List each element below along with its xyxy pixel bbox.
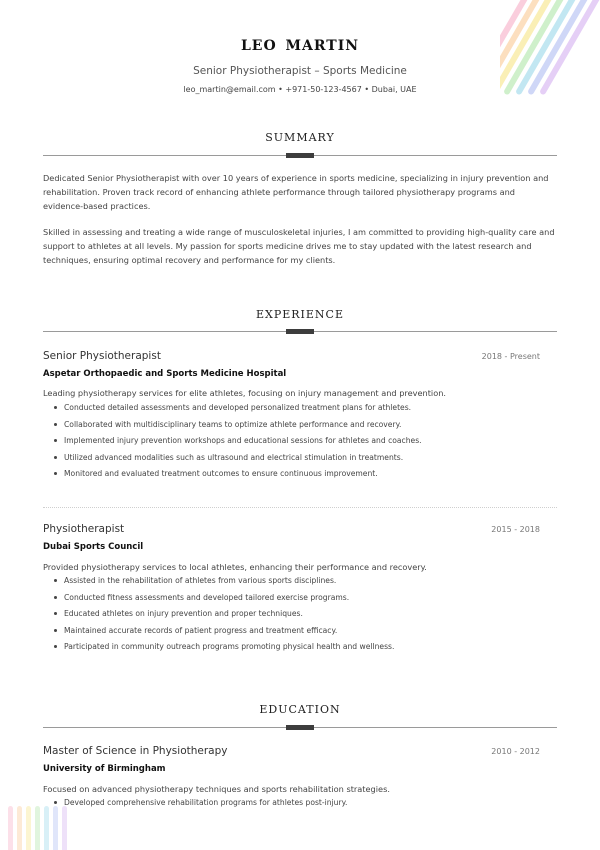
job-bullet: Collaborated with multidisciplinary teams to optimize athlete performance and recovery. bbox=[52, 419, 552, 436]
job-title: Senior Physiotherapist bbox=[43, 350, 161, 362]
contact-line: leo_martin@email.com • +971-50-123-4567 • Dubai, UAE bbox=[183, 85, 417, 94]
bar-cyan bbox=[44, 806, 49, 850]
job-bullet: Implemented injury prevention workshops and educational sessions for athletes and coaches. bbox=[52, 435, 552, 452]
bar-yellow bbox=[26, 806, 31, 850]
job-bullet: Assisted in the rehabilitation of athletes from various sports disciplines. bbox=[52, 575, 552, 592]
job-bullet: Conducted detailed assessments and developed personalized treatment plans for athletes. bbox=[52, 402, 552, 419]
job-bullet: Monitored and evaluated treatment outcomes to ensure continuous improvement. bbox=[52, 468, 552, 485]
education-description: Focused on advanced physiotherapy techniques and sports rehabilitation strategies. bbox=[43, 784, 390, 794]
education-school: University of Birmingham bbox=[43, 764, 166, 774]
summary-paragraph-1: Dedicated Senior Physiotherapist with over 10 years of experience in sports medicine, specializing in injury prevention and rehabilitation. Proven track record of enhancing athlete performance through tailored physiotherapy programs and evidence-based practices. bbox=[43, 173, 549, 211]
section-title-experience: EXPERIENCE bbox=[255, 308, 345, 321]
job-bullet: Utilized advanced modalities such as ultrasound and electrical stimulation in treatments. bbox=[52, 452, 552, 469]
candidate-title: Senior Physiotherapist – Sports Medicine bbox=[193, 65, 407, 77]
section-title-education: EDUCATION bbox=[259, 703, 341, 716]
candidate-name: LEO MARTIN bbox=[240, 38, 360, 54]
section-divider-mark bbox=[286, 153, 314, 158]
section-title-summary: SUMMARY bbox=[265, 131, 335, 144]
education-dates: 2010 - 2012 bbox=[491, 747, 540, 756]
job-bullet: Participated in community outreach programs promoting physical health and wellness. bbox=[52, 641, 552, 658]
education-bullet: Developed comprehensive rehabilitation programs for athletes post-injury. bbox=[52, 797, 552, 814]
job-description: Leading physiotherapy services for elite athletes, focusing on injury management and prevention. bbox=[43, 388, 447, 398]
entry-separator bbox=[43, 507, 557, 508]
bar-pink bbox=[8, 806, 13, 850]
job-dates: 2015 - 2018 bbox=[491, 525, 540, 534]
summary-paragraph-2: Skilled in assessing and treating a wide range of musculoskeletal injuries, I am committed to providing high-quality care and support to athletes at all levels. My passion for sports medicine drives me to stay updated with the latest research and techniques, ensuring optimal recovery and performance for my clients. bbox=[43, 227, 555, 265]
section-divider-mark bbox=[286, 725, 314, 730]
job-bullet: Conducted fitness assessments and developed tailored exercise programs. bbox=[52, 592, 552, 609]
section-divider-mark bbox=[286, 329, 314, 334]
job-description: Provided physiotherapy services to local athletes, enhancing their performance and recovery. bbox=[43, 562, 427, 572]
job-bullet: Maintained accurate records of patient progress and treatment efficacy. bbox=[52, 625, 552, 642]
job-title: Physiotherapist bbox=[43, 523, 125, 535]
job-bullet-list bbox=[52, 402, 552, 485]
job-bullet-list bbox=[52, 575, 552, 658]
job-dates: 2018 - Present bbox=[481, 352, 540, 361]
education-bullet-list bbox=[52, 797, 552, 814]
job-organization: Aspetar Orthopaedic and Sports Medicine Hospital bbox=[43, 369, 287, 379]
job-bullet: Educated athletes on injury prevention and proper techniques. bbox=[52, 608, 552, 625]
bar-green bbox=[35, 806, 40, 850]
education-degree: Master of Science in Physiotherapy bbox=[43, 745, 228, 757]
job-organization: Dubai Sports Council bbox=[43, 542, 144, 552]
bar-orange bbox=[17, 806, 22, 850]
